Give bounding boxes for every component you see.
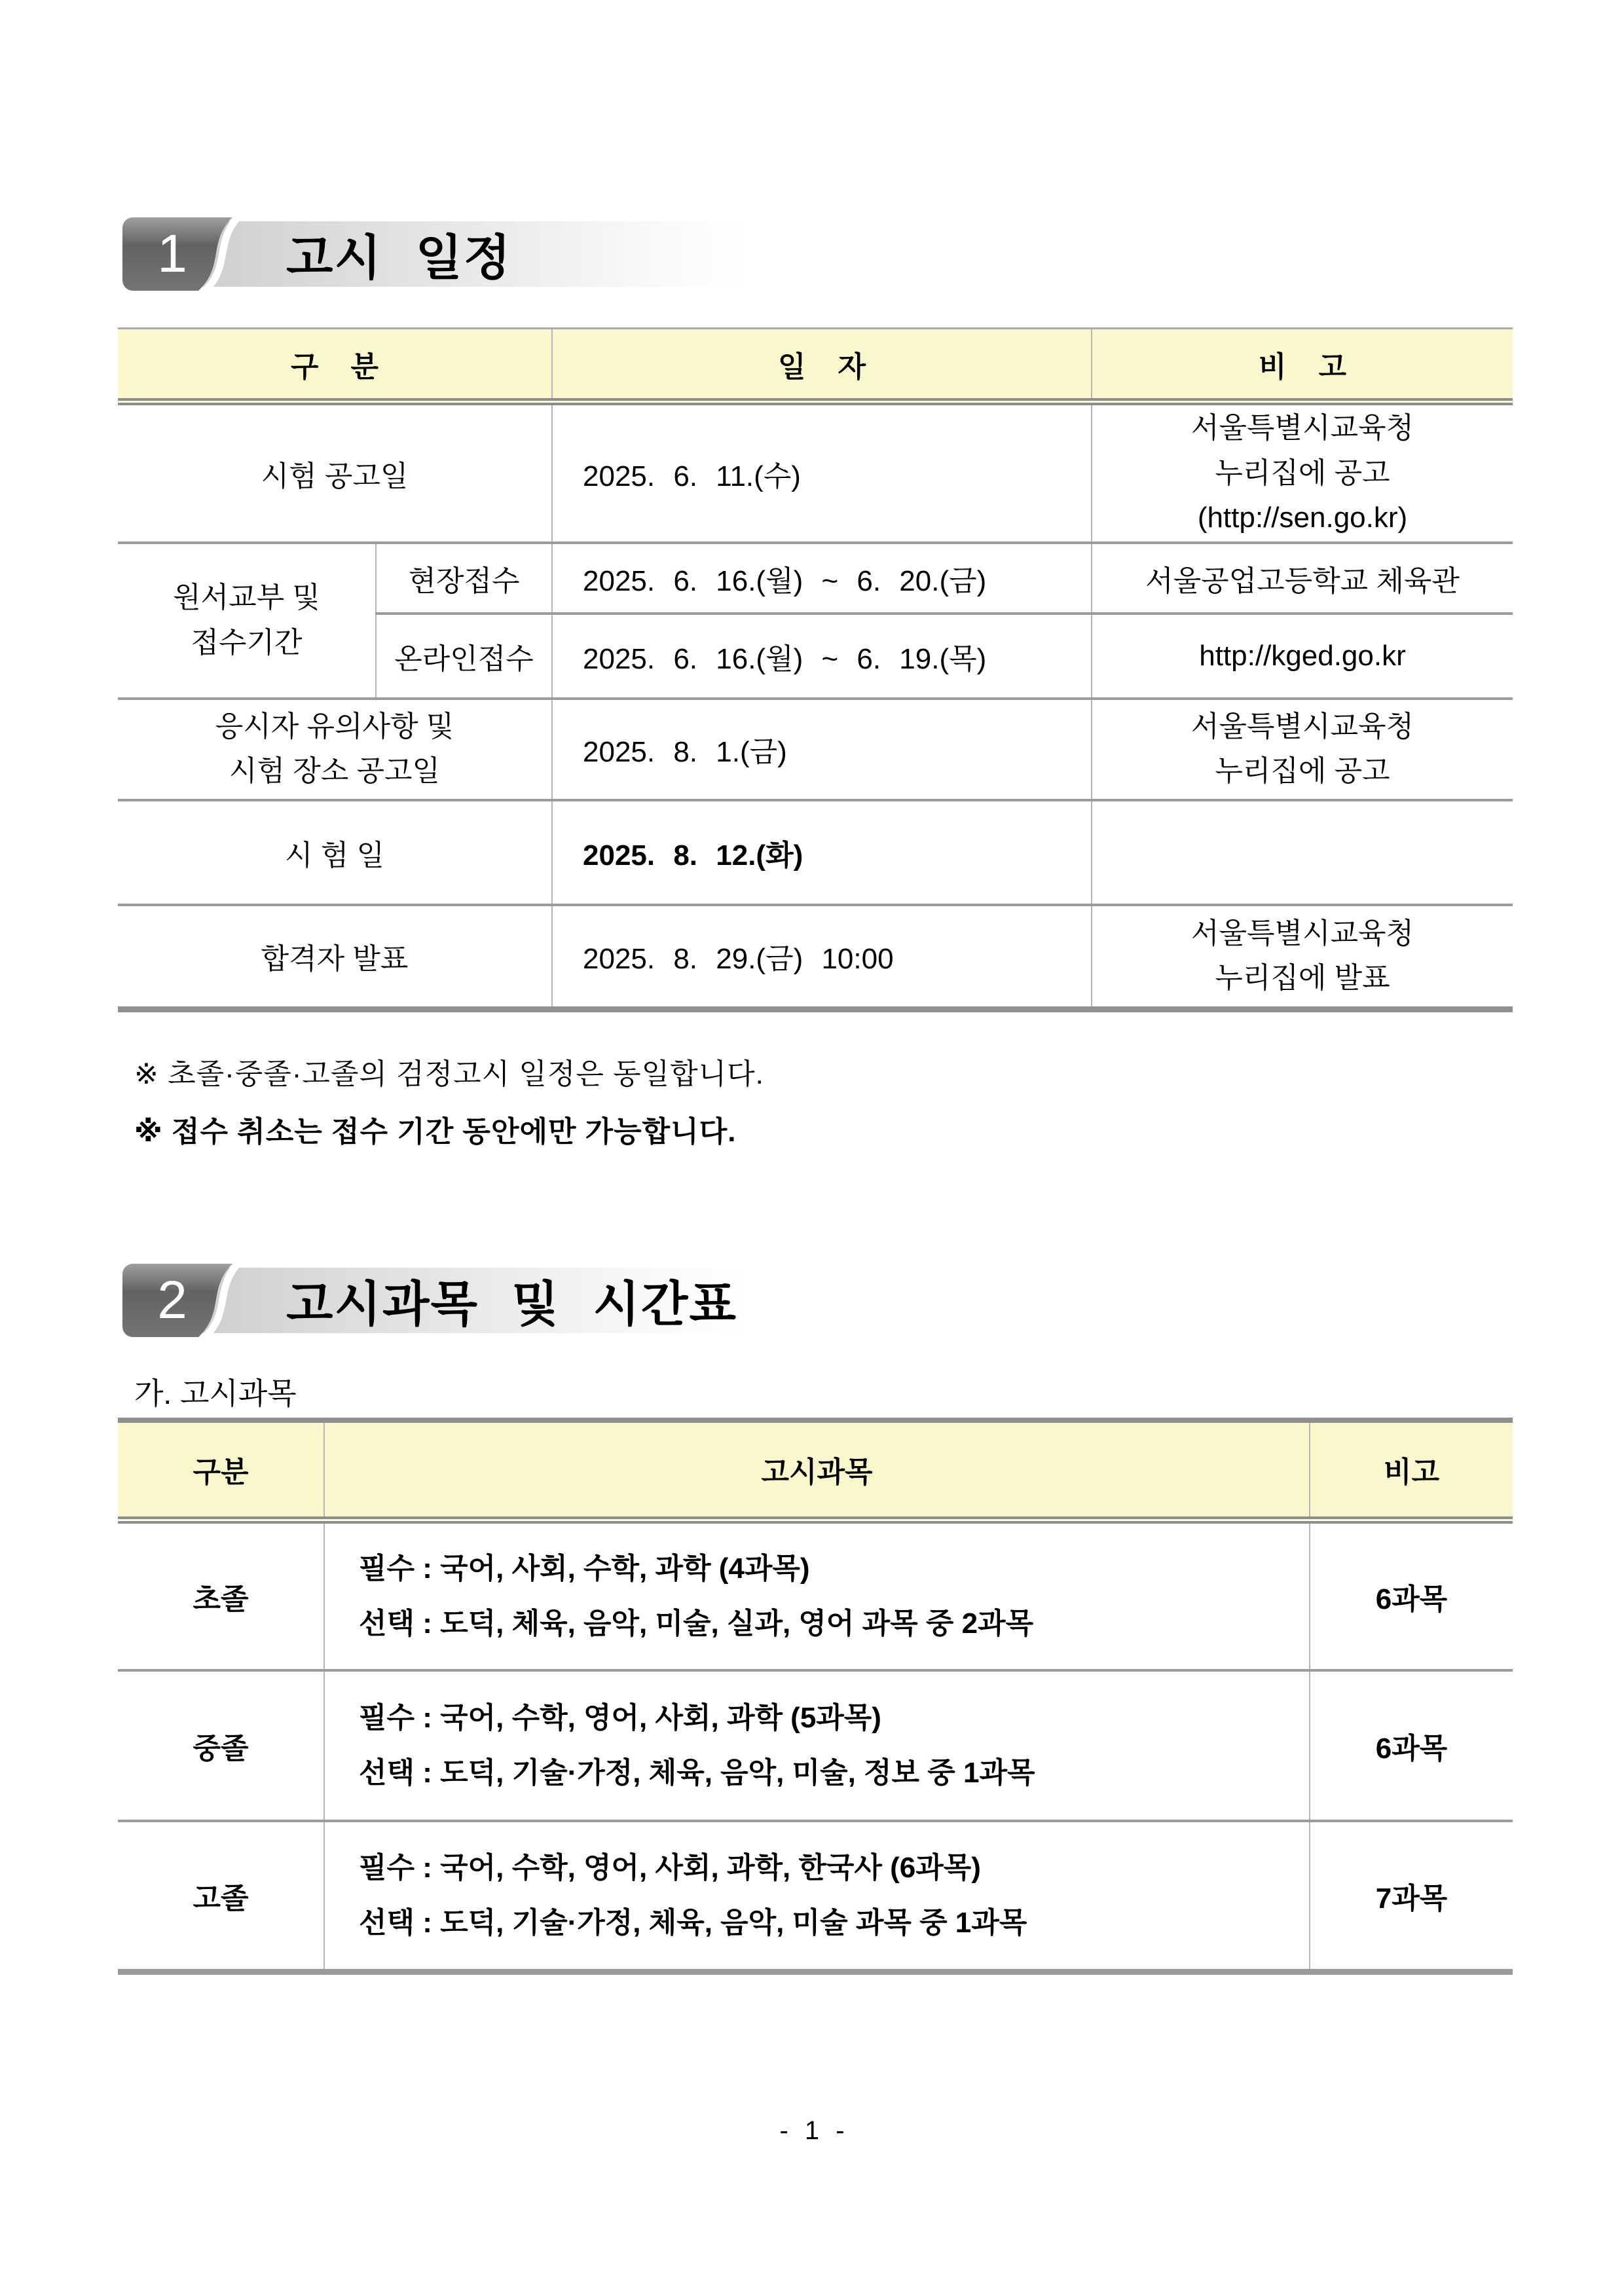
section1-title: 고시 일정 [286,230,512,285]
row-sub-label: 온라인접수 [376,614,552,699]
schedule-header-remark: 비 고 [1092,329,1513,402]
row-label: 시 험 일 [118,800,552,905]
row-sub-label: 현장접수 [376,543,552,614]
schedule-row-announce [118,402,1513,543]
subjects-header-category: 구분 [118,1420,324,1520]
subjects-header-row [118,1420,1513,1520]
row-label: 응시자 유의사항 및 시험 장소 공고일 [118,699,552,800]
row-remark: http://kged.go.kr [1092,614,1513,699]
note-cancel-period: ※ 접수 취소는 접수 기간 동안에만 가능합니다. [134,1116,737,1148]
row-remark: 서울특별시교육청 누리집에 공고 (http://sen.go.kr) [1092,402,1513,543]
section1-number: 1 [157,224,187,284]
row-date: 2025. 8. 29.(금) 10:00 [552,905,1092,1010]
row-level: 고졸 [118,1821,324,1972]
section1-header [121,216,1038,292]
subjects-header-remark: 비고 [1310,1420,1513,1520]
row-date: 2025. 6. 16.(월) ~ 6. 19.(목) [552,614,1092,699]
row-level: 초졸 [193,1583,249,1615]
row-total: 6과목 [1310,1520,1513,1670]
schedule-row-notice [118,699,1513,800]
subjects-table-wrap [118,1418,1513,1975]
row-group-label: 원서교부 및 접수기간 [118,543,376,699]
row-date: 2025. 8. 1.(금) [552,699,1092,800]
row-remark: 서울특별시교육청 누리집에 공고 [1092,699,1513,800]
row-label: 시험 공고일 [261,460,409,492]
subjects-header-subjects: 고시과목 [324,1420,1310,1520]
subsection-ga-label: 가. 고시과목 [134,1376,297,1410]
note-same-schedule: ※ 초졸·중졸·고졸의 검정고시 일정은 동일합니다. [134,1058,764,1090]
subjects-row-high [118,1821,1513,1972]
subjects-table [118,1418,1513,1975]
section2-number: 2 [157,1270,187,1330]
row-date: 2025. 6. 11.(수) [552,402,1092,543]
schedule-row-result [118,905,1513,1010]
row-date: 2025. 8. 12.(화) [552,800,1092,905]
schedule-row-exam-day [118,800,1513,905]
row-remark: 서울특별시교육청 누리집에 발표 [1092,905,1513,1010]
section2-title: 고시과목 및 시간표 [286,1277,737,1331]
schedule-row-apply-onsite [118,543,1513,614]
subjects-row-elementary [118,1520,1513,1670]
subjects-row-middle [118,1670,1513,1821]
section2-header [121,1262,1038,1338]
schedule-header-category: 구 분 [118,329,552,402]
row-remark: 서울공업고등학교 체육관 [1092,543,1513,614]
row-total: 7과목 [1310,1821,1513,1972]
row-total: 6과목 [1310,1670,1513,1821]
row-subjects: 필수 : 국어, 사회, 수학, 과학 (4과목) 선택 : 도덕, 체육, 음악, 미술, 실과, 영어 과목 중 2과목 [324,1520,1310,1670]
schedule-table-wrap [118,327,1513,1012]
row-subjects: 필수 : 국어, 수학, 영어, 사회, 과학 (5과목) 선택 : 도덕, 기술·가정, 체육, 음악, 미술, 정보 중 1과목 [324,1670,1310,1821]
row-date: 2025. 6. 16.(월) ~ 6. 20.(금) [552,543,1092,614]
schedule-header-row [118,329,1513,402]
row-level: 중졸 [118,1670,324,1821]
row-remark [1092,800,1513,905]
schedule-table [118,327,1513,1012]
schedule-header-date: 일 자 [552,329,1092,402]
row-label: 합격자 발표 [118,905,552,1010]
row-subjects: 필수 : 국어, 수학, 영어, 사회, 과학, 한국사 (6과목) 선택 : 도덕, 기술·가정, 체육, 음악, 미술 과목 중 1과목 [324,1821,1310,1972]
page-number: - 1 - [779,2116,845,2145]
